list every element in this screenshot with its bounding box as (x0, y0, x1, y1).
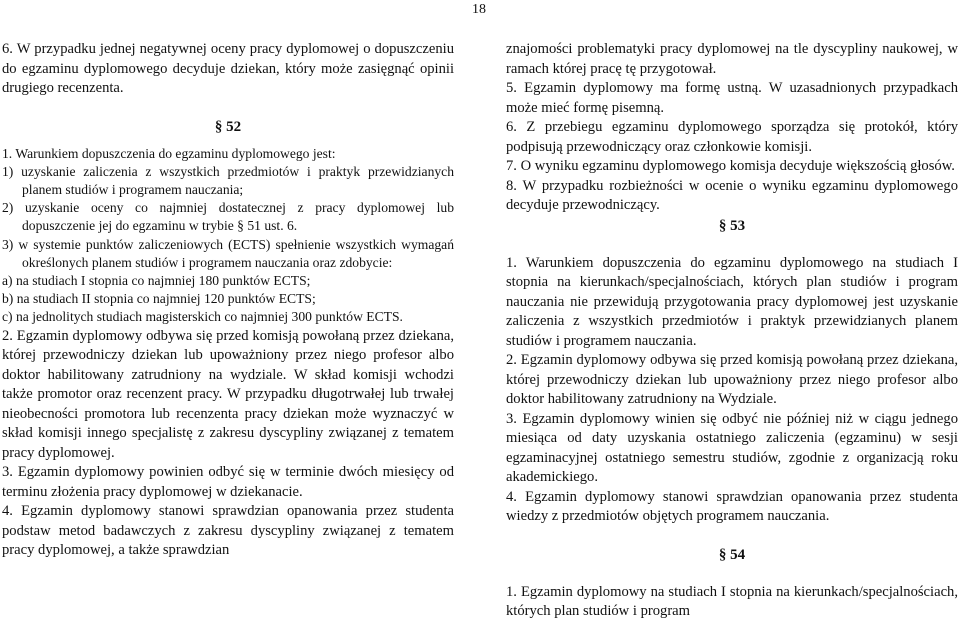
paragraph-6: 6. W przypadku jednej negatywnej oceny pracy dyplomowej o dopuszczeniu do egzaminu dyplomowego decyduje dziekan, który może zasięgnąć opinii drugiego recenzenta. (2, 41, 454, 96)
paragraph-continuation: znajomości problematyki pracy dyplomowej na tle dyscypliny naukowej, w ramach której pracę tę przygotował. (506, 41, 958, 77)
sub-item-c: c) na jednolitych studiach magisterskich co najmniej 300 punktów ECTS. (2, 309, 403, 325)
paragraph-53-3: 3. Egzamin dyplomowy winien się odbyć nie później niż w ciągu jednego miesiąca od daty uzyskania ostatniego zaliczenia (egzaminu) w sesji egzaminacyjnej ostatniego semestru studiów, zgodnie z organizacją roku akademickiego. (506, 410, 958, 485)
paragraph-4: 4. Egzamin dyplomowy stanowi sprawdzian opanowania przez studenta podstaw metod badawczych z zakresu dyscypliny związanej z tematem pracy dyplomowej, a także sprawdzian (2, 503, 454, 559)
right-column (506, 40, 958, 622)
paragraph-7: 7. O wyniku egzaminu dyplomowego komisja decyduje większością głosów. (506, 158, 955, 174)
page-number: 18 (472, 2, 486, 17)
paragraph-54-1: 1. Egzamin dyplomowy na studiach I stopnia na kierunkach/specjalnościach, których plan studiów i program (506, 583, 958, 619)
paragraph-5: 5. Egzamin dyplomowy ma formę ustną. W uzasadnionych przypadkach może mieć formę pisemną. (506, 80, 958, 116)
list-item-2: 2) uzyskanie oceny co najmniej dostatecznej z pracy dyplomowej lub dopuszczenie jej do egzaminu w trybie § 51 ust. 6. (2, 200, 454, 234)
paragraph-53-1: 1. Warunkiem dopuszczenia do egzaminu dyplomowego na studiach I stopnia na kierunkach/specjalnościach, których plan studiów i program nauczania nie przewidują przygotowania pracy dyplomowej jest uzyskanie zaliczenia z wszystkich przedmiotów i praktyk przewidzianych planem studiów i programem nauczania. (506, 254, 958, 349)
paragraph-2: 2. Egzamin dyplomowy odbywa się przed komisją powołaną przez dziekana, której przewodniczy dziekan lub upoważniony przez niego profesor albo doktor habilitowany zatrudniony na wydziale. W skład komisji wchodzi także promotor oraz recenzent pracy. W przypadku długotrwałej lub trwałej nieobecności promotora lub recenzenta pracy dziekan może wyznaczyć w skład komisji innego specjalistę z zakresu dyscypliny związanej z tematem pracy dyplomowej. (2, 327, 454, 461)
list-item-3: 3) w systemie punktów zaliczeniowych (ECTS) spełnienie wszystkich wymagań określonych planem studiów i programem nauczania oraz zdobycie: (2, 236, 454, 270)
paragraph-1-intro: 1. Warunkiem dopuszczenia do egzaminu dyplomowego jest: (2, 145, 336, 161)
paragraph-8: 8. W przypadku rozbieżności w ocenie o wyniku egzaminu dyplomowego decyduje przewodniczący. (506, 177, 958, 213)
paragraph-53-4: 4. Egzamin dyplomowy stanowi sprawdzian opanowania przez studenta wiedzy z przedmiotów objętych programem nauczania. (506, 488, 958, 524)
list-item-1: 1) uzyskanie zaliczenia z wszystkich przedmiotów i praktyk przewidzianych planem studiów i programem nauczania; (2, 163, 454, 197)
paragraph-6: 6. Z przebiegu egzaminu dyplomowego sporządza się protokół, który podpisują przewodniczący oraz członkowie komisji. (506, 119, 958, 155)
paragraph-53-2: 2. Egzamin dyplomowy odbywa się przed komisją powołaną przez dziekana, której przewodniczy dziekan lub upoważniony przez niego profesor albo doktor habilitowany zatrudniony na Wydziale. (506, 352, 958, 407)
section-heading-52: § 52 (214, 118, 242, 135)
section-heading-54: § 54 (718, 546, 746, 563)
section-heading-53: § 53 (718, 217, 746, 234)
paragraph-3: 3. Egzamin dyplomowy powinien odbyć się w terminie dwóch miesięcy od terminu złożenia pracy dyplomowej w dziekanacie. (2, 464, 454, 500)
sub-item-a: a) na studiach I stopnia co najmniej 180 punktów ECTS; (2, 272, 311, 288)
sub-item-b: b) na studiach II stopnia co najmniej 120 punktów ECTS; (2, 291, 316, 307)
left-column (2, 40, 454, 561)
